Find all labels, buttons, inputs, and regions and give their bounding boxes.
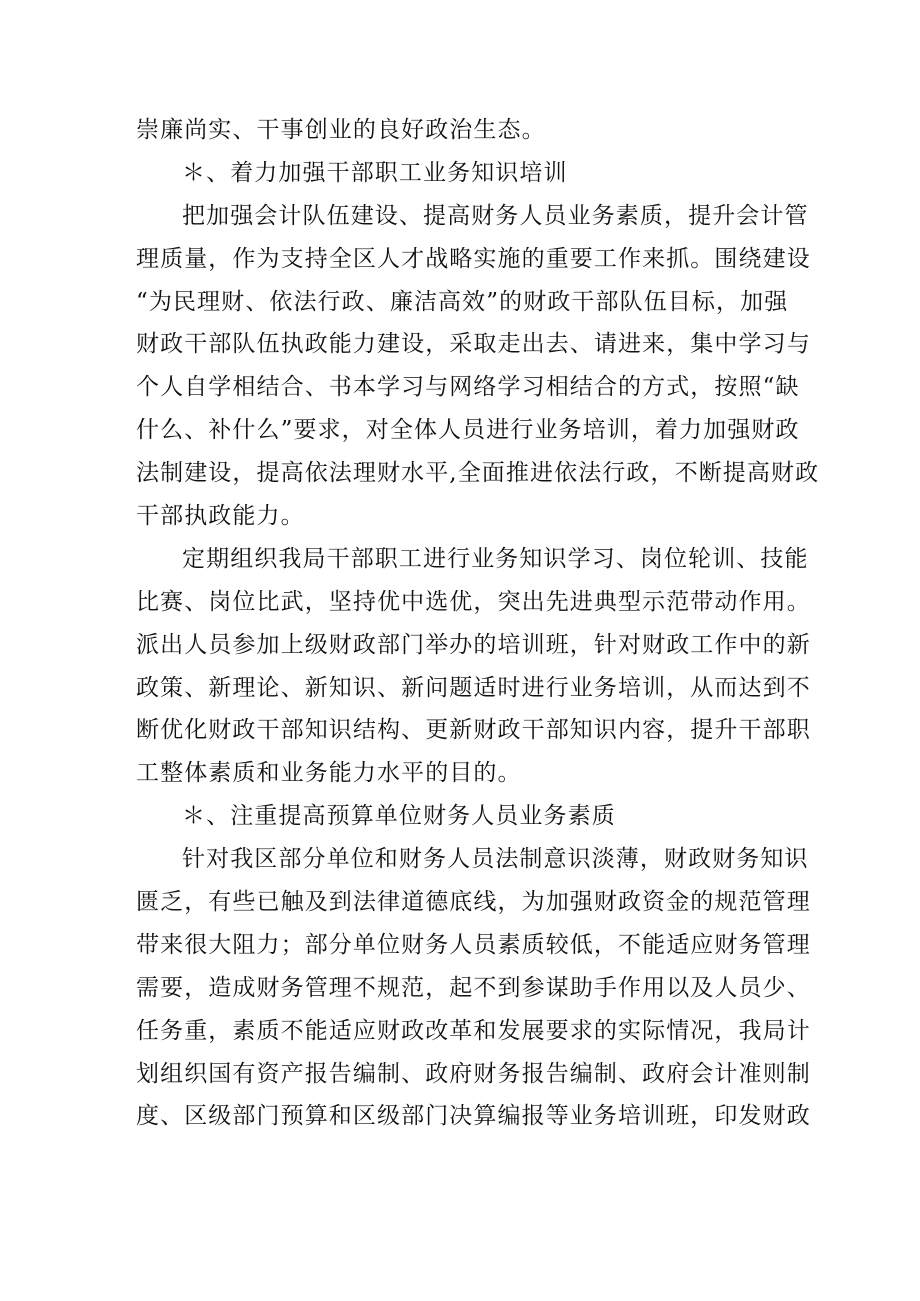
text-line: ＊、注重提高预算单位财务人员业务素质	[182, 803, 616, 830]
text-line: 崇廉尚实、干事创业的良好政治生态。	[136, 117, 546, 143]
text-line: 带来很大阻力；部分单位财务人员素质较低，不能适应财务管理	[136, 931, 811, 958]
text-line: 需要，造成财务管理不规范，起不到参谋助手作用以及人员少、	[136, 974, 811, 1001]
text-line: 干部执政能力。	[136, 503, 305, 530]
paragraph	[136, 538, 811, 795]
text-line: 任务重，素质不能适应财政改革和发展要求的实际情况，我局计	[136, 1017, 811, 1044]
text-line: 工整体素质和业务能力水平的目的。	[136, 760, 522, 787]
paragraph	[136, 838, 811, 1138]
text-line: ＊、着力加强干部职工业务知识培训	[182, 159, 568, 186]
text-line: 针对我区部分单位和财务人员法制意识淡薄，财政财务知识	[182, 846, 809, 873]
text-line: 法制建设，提高依法理财水平,全面推进依法行政，不断提高财政	[136, 460, 820, 487]
document-body	[136, 109, 820, 1138]
text-line: “为民理财、依法行政、廉洁高效”的财政干部队伍目标，加强	[136, 288, 789, 315]
text-line: 匮乏，有些已触及到法律道德底线，为加强财政资金的规范管理	[136, 889, 811, 916]
text-line: 把加强会计队伍建设、提高财务人员业务素质，提升会计管	[182, 202, 809, 229]
text-line: 划组织国有资产报告编制、政府财务报告编制、政府会计准则制	[136, 1060, 811, 1087]
text-line: 个人自学相结合、书本学习与网络学习相结合的方式，按照“缺	[136, 374, 800, 401]
text-line: 什么、补什么”要求，对全体人员进行业务培训，着力加强财政	[136, 417, 800, 444]
text-line: 比赛、岗位比武，坚持优中选优，突出先进典型示范带动作用。	[136, 588, 811, 615]
section-heading	[136, 152, 786, 195]
text-line: 财政干部队伍执政能力建设，采取走出去、请进来，集中学习与	[136, 331, 811, 358]
text-line: 政策、新理论、新知识、新问题适时进行业务培训，从而达到不	[136, 674, 811, 701]
text-line: 派出人员参加上级财政部门举办的培训班，针对财政工作中的新	[136, 631, 811, 658]
paragraph	[136, 109, 786, 152]
text-line: 定期组织我局干部职工进行业务知识学习、岗位轮训、技能	[182, 545, 809, 572]
section-heading	[136, 795, 786, 838]
paragraph	[136, 195, 820, 538]
text-line: 理质量，作为支持全区人才战略实施的重要工作来抓。围绕建设	[136, 245, 811, 272]
text-line: 断优化财政干部知识结构、更新财政干部知识内容，提升干部职	[136, 717, 811, 744]
text-line: 度、区级部门预算和区级部门决算编报等业务培训班，印发财政	[136, 1103, 811, 1130]
